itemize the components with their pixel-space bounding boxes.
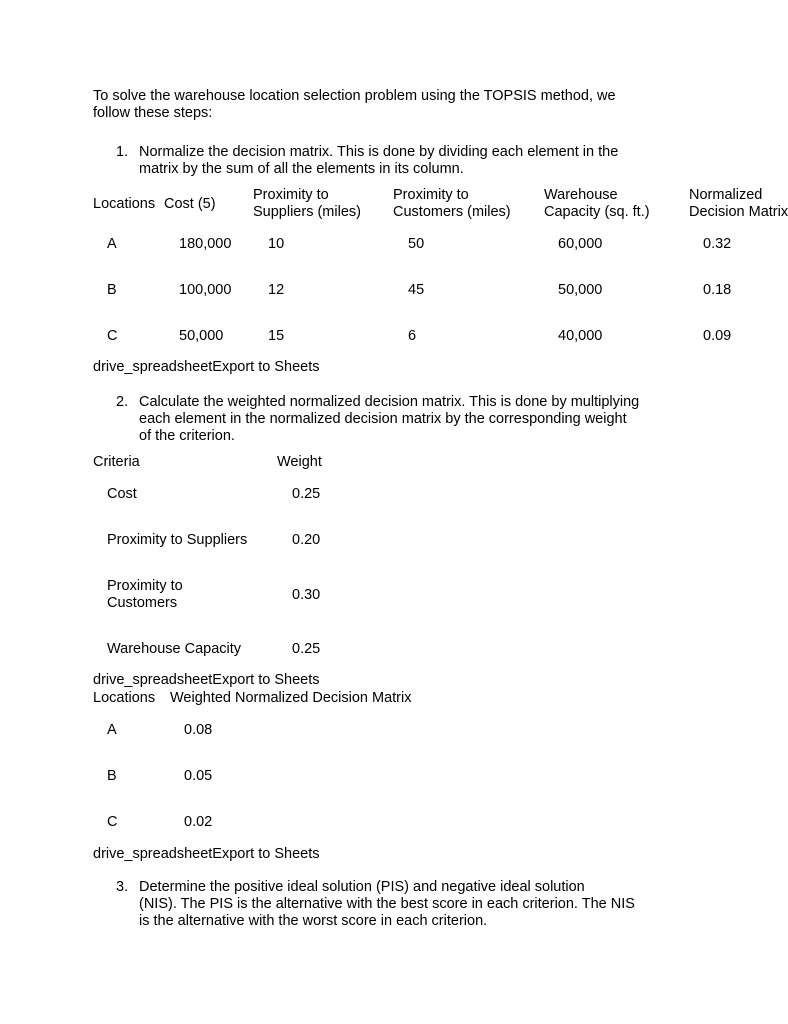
export-to-sheets-button[interactable]: drive_spreadsheetExport to Sheets <box>93 672 320 688</box>
header-normalized-2: Decision Matrix <box>689 204 788 220</box>
cell-capacity: 60,000 <box>558 236 603 252</box>
cell-location: B <box>107 768 117 784</box>
header-proximity-customers-2: Customers (miles) <box>393 204 511 220</box>
cell-location: A <box>107 236 117 252</box>
cell-criterion-line-2: Customers <box>107 595 178 611</box>
header-capacity-1: Warehouse <box>544 187 618 203</box>
step-2-line-3: of the criterion. <box>139 428 235 444</box>
cell-criterion: Warehouse Capacity <box>107 641 242 657</box>
cell-value: 0.05 <box>184 768 213 784</box>
header-proximity-suppliers-1: Proximity to <box>253 187 329 203</box>
cell-criterion-line-1: Proximity to <box>107 578 183 594</box>
step-1-line-1: Normalize the decision matrix. This is done by dividing each element in the <box>139 144 619 160</box>
header-capacity-2: Capacity (sq. ft.) <box>544 204 650 220</box>
step-3-line-2: (NIS). The PIS is the alternative with the best score in each criterion. The NIS <box>139 896 635 912</box>
cell-value: 0.08 <box>184 722 213 738</box>
step-3-line-3: is the alternative with the worst score in each criterion. <box>139 913 488 929</box>
step-1-line-2: matrix by the sum of all the elements in its column. <box>139 161 464 177</box>
step-3-number: 3. <box>116 879 129 895</box>
cell-weight: 0.25 <box>292 486 321 502</box>
cell-suppliers: 15 <box>268 328 285 344</box>
intro-line-2: follow these steps: <box>93 105 213 121</box>
header-locations: Locations <box>93 690 156 706</box>
header-locations: Locations <box>93 196 156 212</box>
header-weight: Weight <box>277 454 322 470</box>
cell-normalized: 0.32 <box>703 236 732 252</box>
cell-normalized: 0.09 <box>703 328 732 344</box>
step-2-number: 2. <box>116 394 129 410</box>
intro-line-1: To solve the warehouse location selection problem using the TOPSIS method, we <box>93 88 616 104</box>
cell-location: C <box>107 328 118 344</box>
cell-location: C <box>107 814 118 830</box>
cell-suppliers: 12 <box>268 282 285 298</box>
step-2-line-2: each element in the normalized decision matrix by the corresponding weight <box>139 411 627 427</box>
cell-criterion: Cost <box>107 486 137 502</box>
export-to-sheets-button[interactable]: drive_spreadsheetExport to Sheets <box>93 846 320 862</box>
header-normalized-1: Normalized <box>689 187 763 203</box>
step-2-line-1: Calculate the weighted normalized decision matrix. This is done by multiplying <box>139 394 640 410</box>
header-proximity-customers-1: Proximity to <box>393 187 469 203</box>
cell-customers: 50 <box>408 236 425 252</box>
cell-criterion: Proximity to Suppliers <box>107 532 248 548</box>
cell-customers: 6 <box>408 328 417 344</box>
cell-cost: 180,000 <box>179 236 232 252</box>
header-cost: Cost (5) <box>164 196 216 212</box>
cell-weight: 0.25 <box>292 641 321 657</box>
cell-weight: 0.30 <box>292 587 321 603</box>
cell-weight: 0.20 <box>292 532 321 548</box>
cell-capacity: 50,000 <box>558 282 603 298</box>
header-proximity-suppliers-2: Suppliers (miles) <box>253 204 361 220</box>
cell-normalized: 0.18 <box>703 282 732 298</box>
step-1-number: 1. <box>116 144 129 160</box>
export-to-sheets-button[interactable]: drive_spreadsheetExport to Sheets <box>93 359 320 375</box>
header-criteria: Criteria <box>93 454 140 470</box>
cell-suppliers: 10 <box>268 236 285 252</box>
step-3-line-1: Determine the positive ideal solution (PIS) and negative ideal solution <box>139 879 585 895</box>
cell-customers: 45 <box>408 282 425 298</box>
cell-capacity: 40,000 <box>558 328 603 344</box>
cell-location: A <box>107 722 117 738</box>
header-weighted-matrix: Weighted Normalized Decision Matrix <box>170 690 412 706</box>
cell-cost: 100,000 <box>179 282 232 298</box>
cell-value: 0.02 <box>184 814 213 830</box>
cell-location: B <box>107 282 117 298</box>
cell-cost: 50,000 <box>179 328 224 344</box>
